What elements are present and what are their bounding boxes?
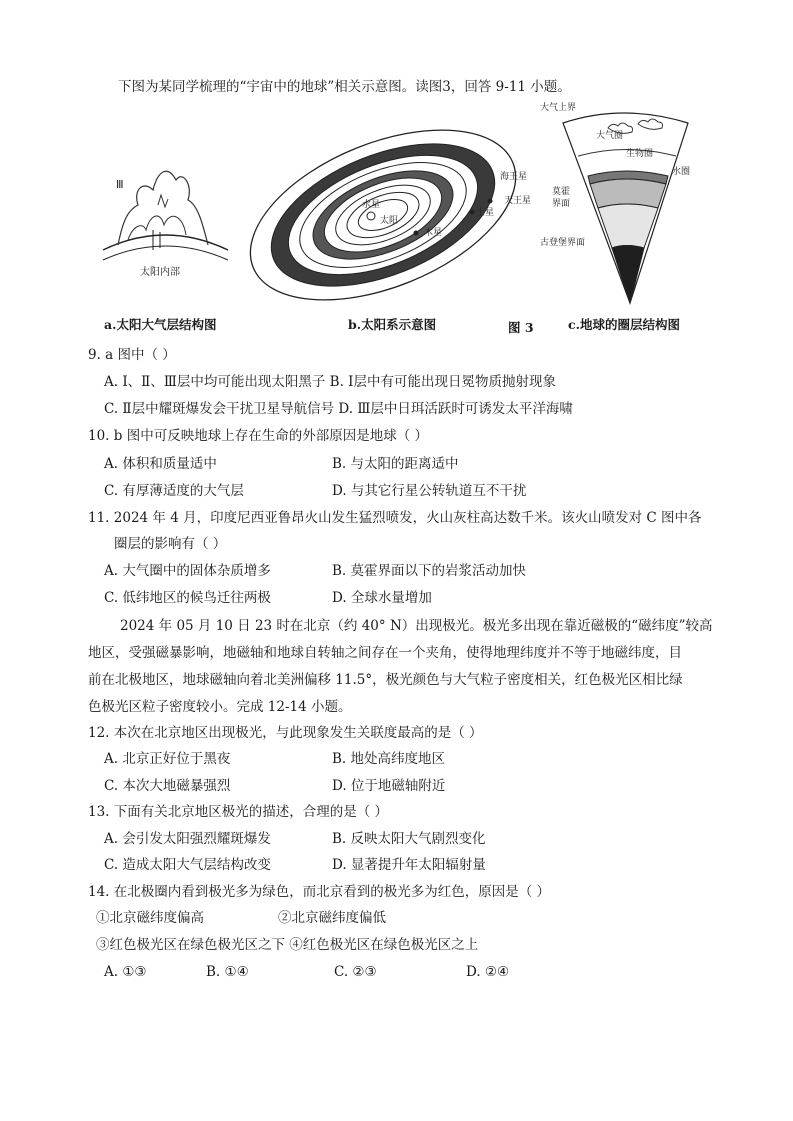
label-mercury: 水星	[362, 200, 381, 210]
label-moho-1: 莫霍	[552, 187, 571, 197]
q14-item-3-4: ③红色极光区在绿色极光区之下 ④红色极光区在绿色极光区之上	[96, 937, 479, 953]
label-uranus: 天王星	[504, 196, 532, 206]
q13-option-c: C. 造成太阳大气层结构改变	[104, 857, 271, 873]
label-biosphere: 生物圈	[626, 149, 654, 159]
q11-stem-1: 11. 2024 年 4 月，印度尼西亚鲁昂火山发生猛烈喷发，火山灰柱高达数千米。该火山喷发对 C 图中各	[88, 510, 702, 526]
q14-option-d: D. ②④	[466, 964, 510, 980]
caption-b: b.太阳系示意图	[348, 317, 437, 332]
q10-option-b: B. 与太阳的距离适中	[332, 456, 459, 472]
q10-option-a: A. 体积和质量适中	[104, 456, 217, 472]
q14-item-1: ①北京磁纬度偏高	[96, 910, 204, 926]
q12-option-c: C. 本次大地磁暴强烈	[104, 778, 231, 794]
q12-option-d: D. 位于地磁轴附近	[332, 778, 446, 794]
q9-option-cd: C. Ⅱ层中耀斑爆发会干扰卫星导航信号 D. Ⅲ层中日珥活跃时可诱发太平洋海啸	[104, 401, 573, 417]
q10-option-d: D. 与其它行星公转轨道互不干扰	[332, 483, 527, 499]
q13-option-d: D. 显著提升年太阳辐射量	[332, 857, 486, 873]
label-neptune: 海王星	[500, 172, 528, 182]
figure-b-solar-system	[238, 115, 532, 310]
q11-option-d: D. 全球水量增加	[332, 590, 432, 606]
passage-line-2: 地区，受强磁暴影响，地磁轴和地球自转轴之间存在一个夹角，使得地理纬度并不等于地磁纬度，目	[88, 645, 682, 661]
q13-option-b: B. 反映太阳大气剧烈变化	[332, 831, 486, 847]
q13-stem: 13. 下面有关北京地区极光的描述，合理的是（ ）	[88, 804, 389, 820]
label-jupiter: 木星	[424, 228, 443, 238]
q12-stem: 12. 本次在北京地区出现极光，与此现象发生关联度最高的是（ ）	[88, 725, 483, 741]
q9-option-ab: A. Ⅰ、Ⅱ、Ⅲ层中均可能出现太阳黑子 B. Ⅰ层中有可能出现日冕物质抛射现象	[104, 374, 556, 390]
figure-c-earth-spheres	[538, 98, 708, 308]
q11-option-c: C. 低纬地区的候鸟迁往两极	[104, 590, 271, 606]
q12-option-b: B. 地处高纬度地区	[332, 751, 446, 767]
q11-option-b: B. 莫霍界面以下的岩浆活动加快	[332, 563, 527, 579]
q11-option-a: A. 大气圈中的固体杂质增多	[104, 563, 271, 579]
q10-option-c: C. 有厚薄适度的大气层	[104, 483, 244, 499]
passage-line-1: 2024 年 05 月 10 日 23 时在北京（约 40° N）出现极光。极光多出现在靠近磁极的“磁纬度”较高	[120, 618, 713, 634]
figure-number: 图 3	[508, 320, 534, 335]
label-sun: 太阳	[380, 216, 399, 226]
q14-stem: 14. 在北极圈内看到极光多为绿色，而北京看到的极光多为红色，原因是（ ）	[88, 884, 551, 900]
label-moho-2: 界面	[552, 199, 571, 209]
q11-stem-2: 圈层的影响有（ ）	[114, 536, 227, 552]
q14-item-2: ②北京磁纬度偏低	[278, 910, 386, 926]
label-layer-iii: Ⅲ	[116, 178, 124, 191]
label-atmosphere: 大气圈	[596, 131, 624, 141]
caption-a: a.太阳大气层结构图	[104, 317, 217, 332]
q12-option-a: A. 北京正好位于黑夜	[104, 751, 231, 767]
q14-option-c: C. ②③	[334, 964, 377, 980]
q10-stem: 10. b 图中可反映地球上存在生命的外部原因是地球（ ）	[88, 428, 428, 444]
passage-line-3: 前在北极地区，地球磁轴向着北美洲偏移 11.5°，极光颜色与大气粒子密度相关，红色极光区相比绿	[88, 672, 683, 688]
q14-option-a: A. ①③	[104, 964, 147, 980]
q9-stem: 9. a 图中（ ）	[88, 347, 176, 363]
label-sun-interior: 太阳内部	[140, 267, 180, 278]
passage-line-4: 色极光区粒子密度较小。完成 12-14 小题。	[88, 699, 352, 715]
caption-c: c.地球的圈层结构图	[568, 317, 680, 332]
label-atmo-top: 大气上界	[540, 103, 577, 113]
label-saturn: 土星	[476, 208, 495, 218]
label-gutenberg: 古登堡界面	[540, 238, 586, 248]
label-hydrosphere: 水圈	[672, 167, 691, 177]
q13-option-a: A. 会引发太阳强烈耀斑爆发	[104, 831, 271, 847]
figure-a-solar-atmosphere	[98, 150, 233, 300]
q14-option-b: B. ①④	[206, 964, 249, 980]
intro-text: 下图为某同学梳理的“宇宙中的地球”相关示意图。读图3，回答 9-11 小题。	[118, 79, 571, 95]
